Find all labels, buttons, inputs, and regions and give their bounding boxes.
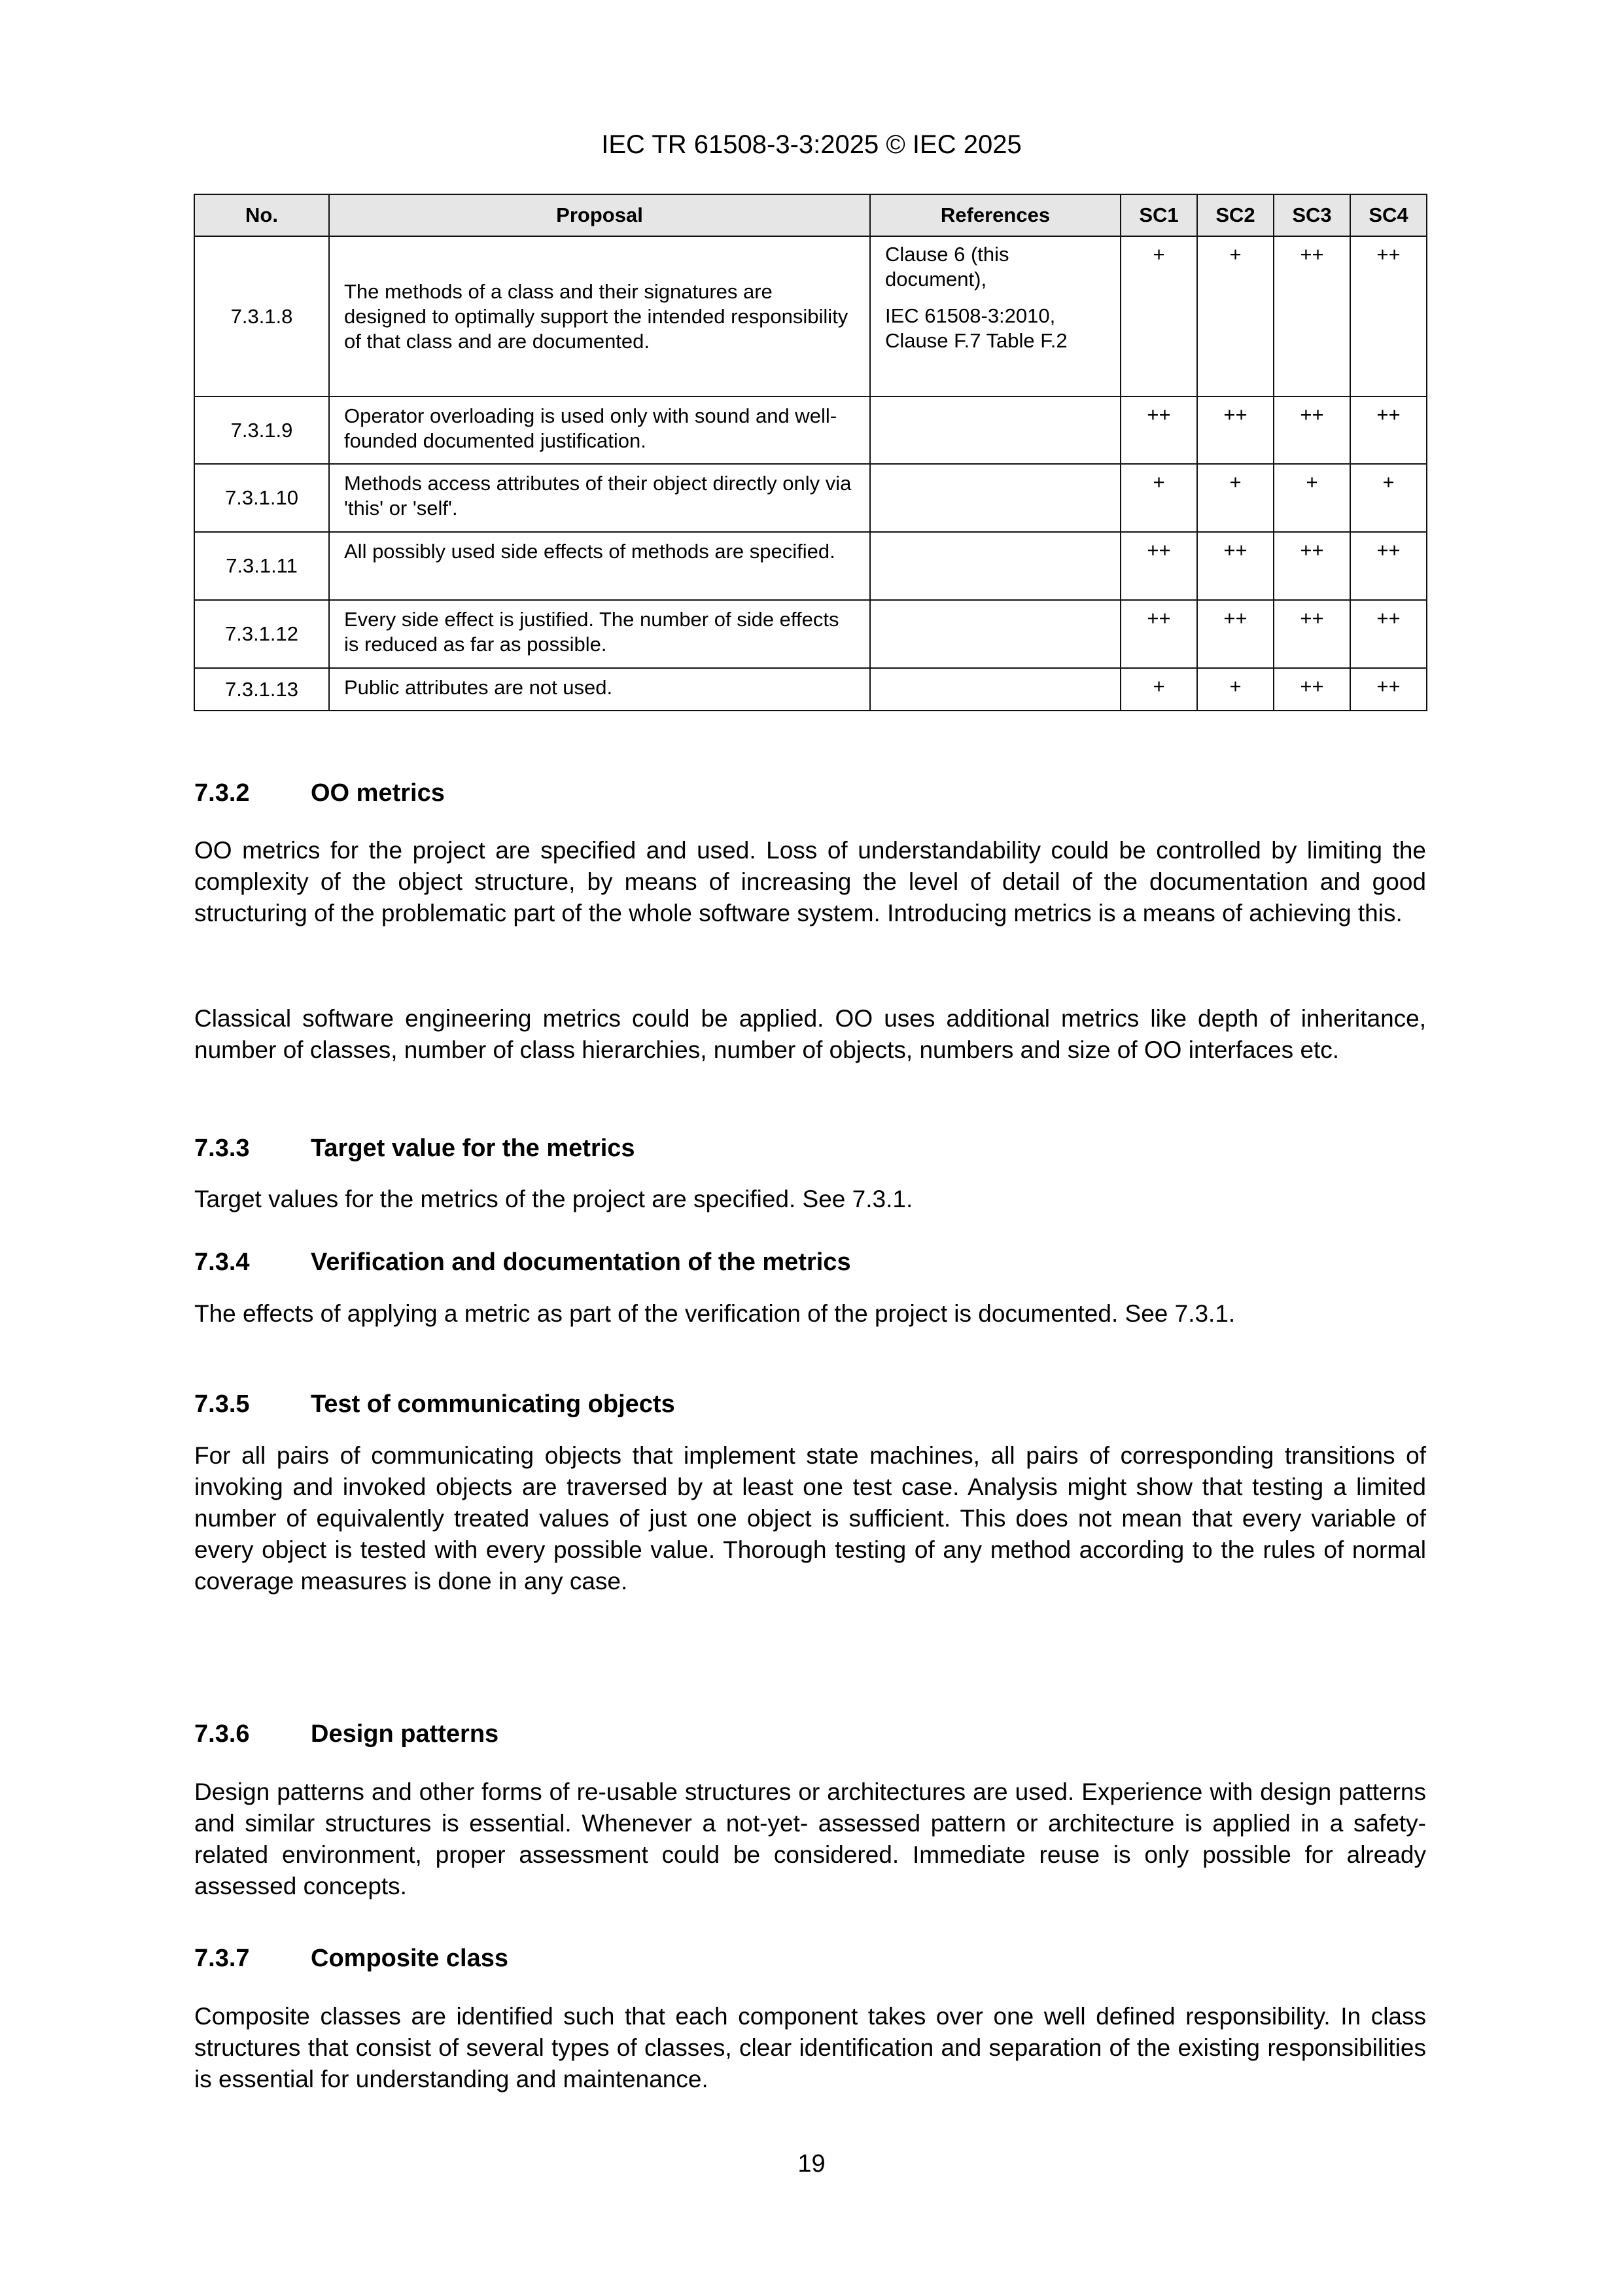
section-heading xyxy=(194,1943,508,1974)
table-header-row xyxy=(194,194,1427,236)
cell-sc4: ++ xyxy=(1350,600,1427,668)
cell-sc2: ++ xyxy=(1197,600,1274,668)
cell-sc3: ++ xyxy=(1274,532,1350,600)
running-header: IEC TR 61508-3-3:2025 © IEC 2025 xyxy=(601,130,1022,159)
page-number: 19 xyxy=(797,2150,826,2178)
cell-proposal: Operator overloading is used only with sound and well-founded documented justification. xyxy=(329,397,870,464)
cell-sc4: ++ xyxy=(1350,668,1427,711)
section-number: 7.3.3 xyxy=(194,1135,250,1162)
section-title: Test of communicating objects xyxy=(311,1390,675,1418)
paragraph: Classical software engineering metrics could be applied. OO uses additional metrics like depth of inheritance, number of classes, number of class hierarchies, number of objects, numbers and size of OO interfaces etc. xyxy=(194,1005,1426,1063)
cell-references xyxy=(870,397,1121,464)
cell-proposal: Every side effect is justified. The number of side effects is reduced as far as possible. xyxy=(329,600,870,668)
cell-sc1: + xyxy=(1121,668,1197,711)
column-header-sc3: SC3 xyxy=(1274,194,1350,236)
section-title: Target value for the metrics xyxy=(311,1135,635,1162)
cell-sc3: + xyxy=(1274,464,1350,532)
table-row xyxy=(194,236,1427,397)
section-number: 7.3.4 xyxy=(194,1248,250,1276)
cell-sc2: + xyxy=(1197,236,1274,397)
section-title: Verification and documentation of the metrics xyxy=(311,1248,851,1276)
cell-sc3: ++ xyxy=(1274,600,1350,668)
reference-line: IEC 61508-3:2010, Clause F.7 Table F.2 xyxy=(885,304,1068,352)
cell-sc4: + xyxy=(1350,464,1427,532)
cell-sc1: + xyxy=(1121,236,1197,397)
column-header-proposal: Proposal xyxy=(329,194,870,236)
column-header-sc2: SC2 xyxy=(1197,194,1274,236)
paragraph: Target values for the metrics of the project are specified. See 7.3.1. xyxy=(194,1186,913,1212)
column-header-sc1: SC1 xyxy=(1121,194,1197,236)
cell-sc2: + xyxy=(1197,668,1274,711)
cell-no: 7.3.1.13 xyxy=(194,668,329,711)
section-title: Design patterns xyxy=(311,1720,499,1748)
cell-no: 7.3.1.10 xyxy=(194,464,329,532)
table-row xyxy=(194,668,1427,711)
section-number: 7.3.7 xyxy=(194,1945,250,1972)
cell-references xyxy=(870,668,1121,711)
section-number: 7.3.6 xyxy=(194,1720,250,1748)
cell-sc1: + xyxy=(1121,464,1197,532)
cell-proposal: Methods access attributes of their object directly only via 'this' or 'self'. xyxy=(329,464,870,532)
section-number: 7.3.5 xyxy=(194,1390,250,1418)
cell-references xyxy=(870,532,1121,600)
cell-proposal: Public attributes are not used. xyxy=(329,668,870,711)
section-title: Composite class xyxy=(311,1945,508,1972)
requirements-table xyxy=(194,194,1427,711)
reference-line: Clause 6 (this document), xyxy=(885,243,1009,291)
cell-proposal: All possibly used side effects of methods are specified. xyxy=(329,532,870,600)
cell-sc3: ++ xyxy=(1274,236,1350,397)
cell-sc2: + xyxy=(1197,464,1274,532)
paragraph: Composite classes are identified such that each component takes over one well defined responsibility. In class structures that consist of several types of classes, clear identification and separation of the existing responsibilities is essential for understanding and maintenance. xyxy=(194,2003,1426,2093)
paragraph: Design patterns and other forms of re-usable structures or architectures are used. Experience with design patterns and similar structures is essential. Whenever a not-yet- assessed pattern or architecture is applied in a safety-related environment, proper assessment could be considered. Immediate reuse is only possible for already assessed concepts. xyxy=(194,1778,1426,1899)
section-title: OO metrics xyxy=(311,779,445,807)
paragraph: The effects of applying a metric as part of the verification of the project is documented. See 7.3.1. xyxy=(194,1300,1236,1327)
column-header-sc4: SC4 xyxy=(1350,194,1427,236)
cell-no: 7.3.1.9 xyxy=(194,397,329,464)
section-heading xyxy=(194,777,445,809)
cell-sc2: ++ xyxy=(1197,532,1274,600)
cell-sc1: ++ xyxy=(1121,532,1197,600)
cell-sc1: ++ xyxy=(1121,397,1197,464)
cell-sc2: ++ xyxy=(1197,397,1274,464)
cell-sc4: ++ xyxy=(1350,532,1427,600)
paragraph: OO metrics for the project are specified and used. Loss of understandability could be controlled by limiting the complexity of the object structure, by means of increasing the level of detail of the documentation and good structuring of the problematic part of the whole software system. Introducing metrics is a means of achieving this. xyxy=(194,837,1426,927)
cell-sc3: ++ xyxy=(1274,397,1350,464)
paragraph: For all pairs of communicating objects that implement state machines, all pairs of corresponding transitions of invoking and invoked objects are traversed by at least one test case. Analysis might show that testing a limited number of equivalently treated values of just one object is sufficient. This does not mean that every variable of every object is tested with every possible value. Thorough testing of any method according to the rules of normal coverage measures is done in any case. xyxy=(194,1442,1426,1595)
table-row xyxy=(194,600,1427,668)
table-row xyxy=(194,464,1427,532)
column-header-no: No. xyxy=(194,194,329,236)
section-number: 7.3.2 xyxy=(194,779,250,807)
cell-no: 7.3.1.8 xyxy=(194,236,329,397)
cell-references xyxy=(870,464,1121,532)
cell-references xyxy=(870,600,1121,668)
section-heading xyxy=(194,1246,851,1278)
cell-no: 7.3.1.11 xyxy=(194,532,329,600)
cell-references xyxy=(870,236,1121,397)
table-row xyxy=(194,532,1427,600)
table-row xyxy=(194,397,1427,464)
cell-sc1: ++ xyxy=(1121,600,1197,668)
cell-sc4: ++ xyxy=(1350,236,1427,397)
section-heading xyxy=(194,1718,498,1750)
cell-no: 7.3.1.12 xyxy=(194,600,329,668)
section-heading xyxy=(194,1388,675,1420)
cell-sc3: ++ xyxy=(1274,668,1350,711)
cell-proposal: The methods of a class and their signatures are designed to optimally support the intended responsibility of that class and are documented. xyxy=(329,236,870,397)
section-heading xyxy=(194,1133,635,1164)
column-header-references: References xyxy=(870,194,1121,236)
cell-sc4: ++ xyxy=(1350,397,1427,464)
